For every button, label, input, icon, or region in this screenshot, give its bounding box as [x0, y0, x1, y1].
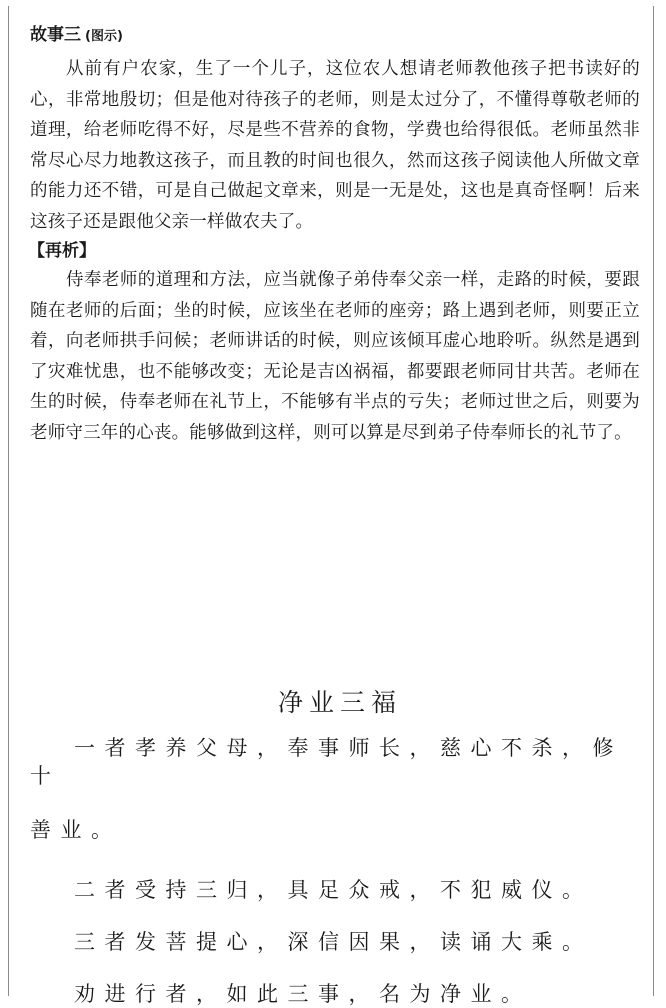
- analysis-paragraph: 侍奉老师的道理和方法，应当就像子弟侍奉父亲一样，走路的时候，要跟随在老师的后面；坐的时候，应该坐在老师的座旁；路上遇到老师，则要正立着，向老师拱手问候；老师讲话的时候，则应该倾耳虚心地聆听。纵然是遇到了灾难忧患，也不能够改变；无论是吉凶祸福，都要跟老师同甘共苦。老师在生的时候，侍奉老师在礼节上，不能够有半点的亏失；老师过世之后，则要为老师守三年的心丧。能够做到这样，则可以算是尽到弟子侍奉师长的礼节了。: [30, 270, 640, 443]
- story-heading-tag: (图示): [85, 29, 123, 44]
- analysis-heading: 【再析】: [28, 241, 96, 261]
- story-heading: [30, 24, 640, 48]
- story-heading-text: 故事三: [30, 25, 81, 45]
- story-section: [30, 24, 640, 448]
- poem-section: [30, 686, 650, 1008]
- poem-line-1: 一者孝养父母，奉事师长，慈心不杀，修十: [30, 736, 623, 788]
- poem-title: 净业三福: [277, 688, 402, 717]
- poem-line-2: 善业。: [30, 818, 122, 842]
- poem-line-3: 二者受持三归，具足众戒，不犯威仪。: [74, 878, 593, 902]
- poem-line-5: 劝进行者，如此三事，名为净业。: [74, 982, 532, 1006]
- poem-line-4: 三者发菩提心，深信因果，读诵大乘。: [74, 930, 593, 954]
- story-paragraph: 从前有户农家，生了一个儿子，这位农人想请老师教他孩子把书读好的心，非常地殷切；但是他对待孩子的老师，则是太过分了，不懂得尊敬老师的道理，给老师吃得不好，尽是些不营养的食物，学费也给得很低。老师虽然非常尽心尽力地教这孩子，而且教的时间也很久，然而这孩子阅读他人所做文章的能力还不错，可是自己做起文章来，则是一无是处，这也是真奇怪啊！后来这孩子还是跟他父亲一样做农夫了。: [30, 59, 640, 232]
